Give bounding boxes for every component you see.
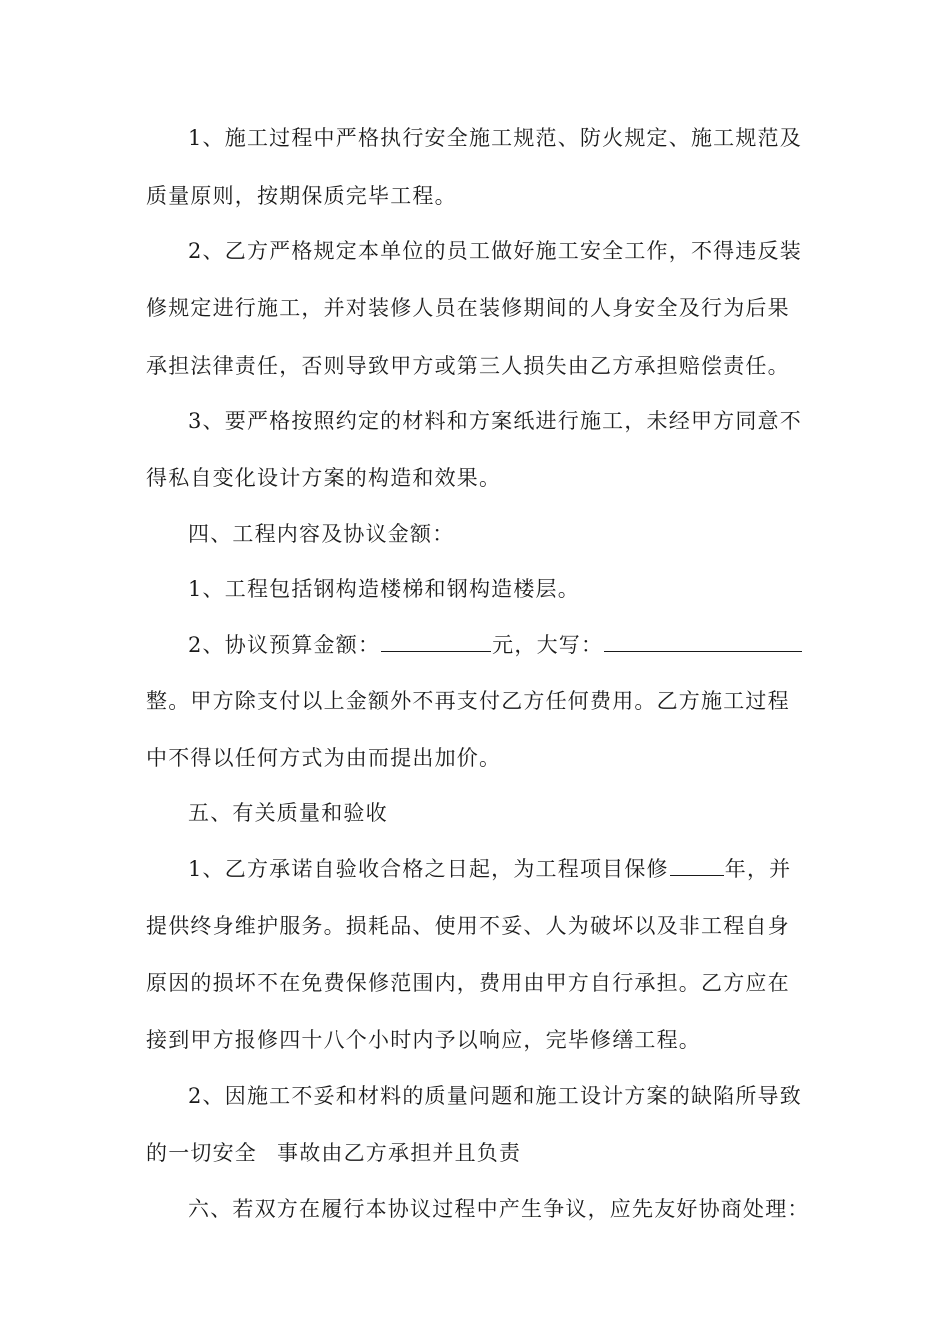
- section-heading: 四、工程内容及协议金额：: [188, 522, 455, 546]
- accident-part-2: 事故由乙方承担并且负责: [277, 1141, 522, 1165]
- paragraph-line: 原因的损坏不在免费保修范围内，费用由甲方自行承担。乙方应在: [146, 971, 790, 995]
- paragraph-line: 3、要严格按照约定的材料和方案纸进行施工，未经甲方同意不: [188, 409, 802, 433]
- section-heading: 六、若双方在履行本协议过程中产生争议，应先友好协商处理：: [188, 1197, 810, 1221]
- accident-line: [146, 1124, 826, 1182]
- paragraph-line: 1、施工过程中严格执行安全施工规范、防火规定、施工规范及: [188, 126, 802, 150]
- warranty-years-blank: [670, 857, 724, 876]
- paragraph-line: 提供终身维护服务。损耗品、使用不妥、人为破坏以及非工程自身: [146, 914, 790, 938]
- paragraph-line: 1、工程包括钢构造楼梯和钢构造楼层。: [188, 577, 580, 601]
- budget-label: 2、协议预算金额：: [188, 633, 381, 657]
- amount-words-blank: [604, 633, 802, 652]
- paragraph-line: 整。甲方除支付以上金额外不再支付乙方任何费用。乙方施工过程: [146, 689, 790, 713]
- paragraph-line: 修规定进行施工，并对装修人员在装修期间的人身安全及行为后果: [146, 296, 790, 320]
- budget-line: [188, 616, 828, 674]
- paragraph-line: 得私自变化设计方案的构造和效果。: [146, 466, 502, 490]
- paragraph-line: 中不得以任何方式为由而提出加价。: [146, 746, 502, 770]
- amount-blank: [381, 633, 491, 652]
- section-heading: 五、有关质量和验收: [188, 801, 388, 825]
- accident-part-1: 的一切安全: [146, 1141, 257, 1165]
- paragraph-line: 接到甲方报修四十八个小时内予以响应，完毕修缮工程。: [146, 1028, 701, 1052]
- budget-middle: 元，大写：: [492, 633, 604, 657]
- warranty-suffix: 年，并: [724, 857, 792, 881]
- warranty-label: 1、乙方承诺自验收合格之日起，为工程项目保修: [188, 857, 669, 881]
- paragraph-line: 承担法律责任，否则导致甲方或第三人损失由乙方承担赔偿责任。: [146, 354, 790, 378]
- paragraph-line: 质量原则，按期保质完毕工程。: [146, 184, 457, 208]
- paragraph-line: 2、因施工不妥和材料的质量问题和施工设计方案的缺陷所导致: [188, 1084, 802, 1108]
- warranty-line: [188, 840, 828, 898]
- paragraph-line: 2、乙方严格规定本单位的员工做好施工安全工作，不得违反装: [188, 239, 802, 263]
